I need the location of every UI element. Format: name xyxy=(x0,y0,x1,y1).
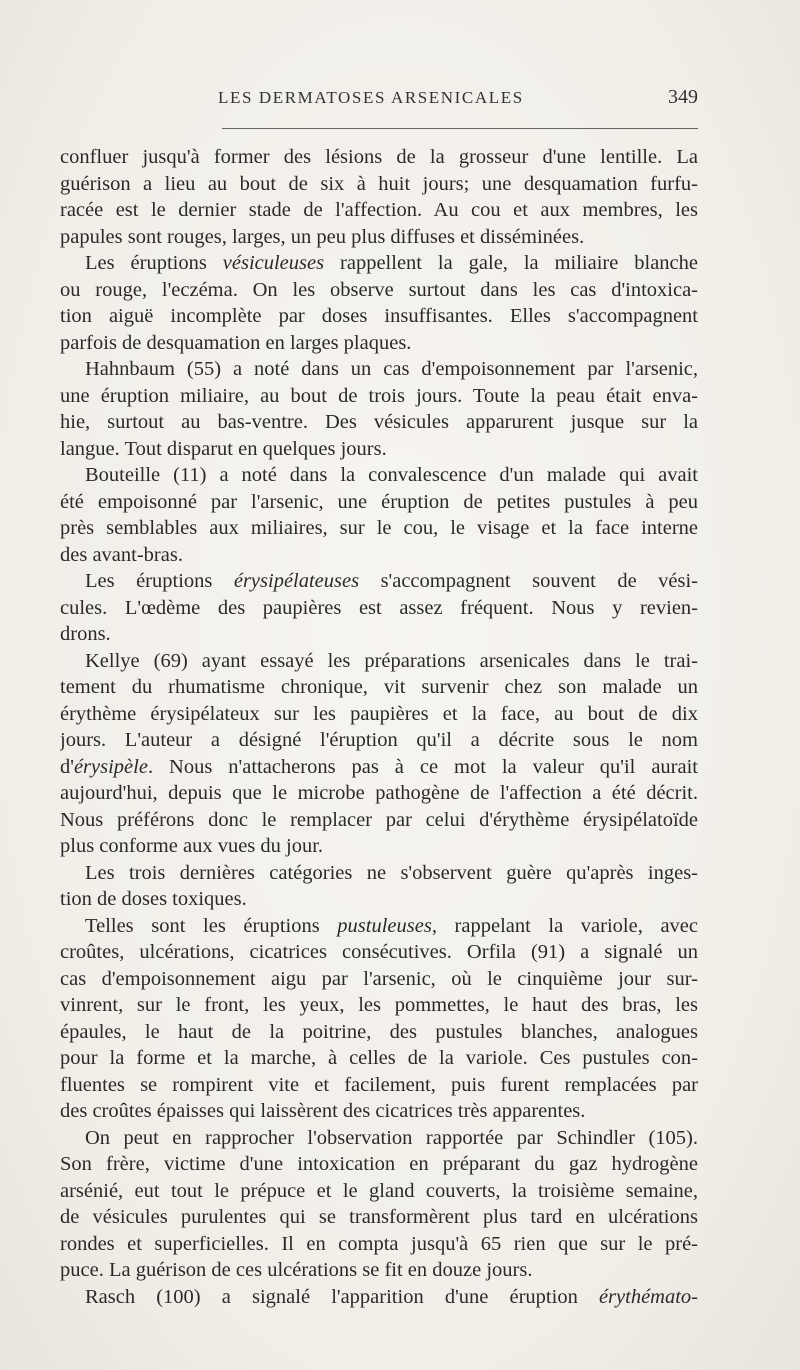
text-line xyxy=(60,807,698,834)
text-line xyxy=(60,1125,698,1152)
text-line xyxy=(60,1231,698,1258)
text-line xyxy=(60,436,698,463)
line-text: tement du rhumatisme chronique, vit survenir chez son malade un xyxy=(60,676,698,698)
text-line xyxy=(60,674,698,701)
text-line xyxy=(60,277,698,304)
line-text: croûtes, ulcérations, cicatrices consécutives. Orfila (91) a signalé un xyxy=(60,941,698,963)
text-line xyxy=(60,409,698,436)
text-line xyxy=(60,701,698,728)
text-line xyxy=(60,1204,698,1231)
italic-term: érythémato- xyxy=(598,1285,698,1308)
line-text: ou rouge, l'eczéma. On les observe surtout dans les cas d'intoxica- xyxy=(60,278,698,301)
text-line xyxy=(60,250,698,277)
text-line xyxy=(60,462,698,489)
text-line xyxy=(60,939,698,966)
line-text: arsénié, eut tout le prépuce et le gland couverts, la troisième semaine, xyxy=(60,1179,698,1202)
text-line xyxy=(60,833,698,860)
text-line xyxy=(60,197,698,224)
text-line xyxy=(60,330,698,357)
text-line xyxy=(60,780,698,807)
line-text: . Nous n'attacherons pas à ce mot la valeur qu'il aurait xyxy=(147,755,698,778)
line-text: rondes et superficielles. Il en compta jusqu'à 65 rien que sur le pré- xyxy=(60,1232,698,1255)
text-line xyxy=(60,1045,698,1072)
line-text: s'accompagnent souvent de vési- xyxy=(359,570,698,592)
line-text: papules sont rouges, larges, un peu plus diffuses et disséminées. xyxy=(60,225,585,248)
line-text: tion de doses toxiques. xyxy=(60,888,247,910)
text-line xyxy=(60,648,698,675)
line-text: Hahnbaum (55) a noté dans un cas d'empoisonnement par l'arsenic, xyxy=(85,358,698,380)
text-line xyxy=(60,224,698,251)
line-text: Les trois dernières catégories ne s'observent guère qu'après inges- xyxy=(85,861,698,884)
text-line xyxy=(60,966,698,993)
text-line xyxy=(60,992,698,1019)
text-line xyxy=(60,1019,698,1046)
page-number: 349 xyxy=(668,86,698,108)
line-text: d' xyxy=(60,755,74,778)
text-line xyxy=(60,568,698,595)
line-text: aujourd'hui, depuis que le microbe pathogène de l'affection a été décrit. xyxy=(60,782,698,804)
line-text: fluentes se rompirent vite et facilement, puis furent remplacées par xyxy=(60,1073,698,1096)
line-text: Son frère, victime d'une intoxication en préparant du gaz hydrogène xyxy=(60,1153,698,1175)
body-text xyxy=(60,144,698,1310)
text-line xyxy=(60,171,698,198)
line-text: vinrent, sur le front, les yeux, les pommettes, le haut des bras, les xyxy=(60,994,698,1016)
text-line xyxy=(60,860,698,887)
text-line xyxy=(60,489,698,516)
line-text: Telles sont les éruptions xyxy=(85,914,338,937)
line-text: été empoisonné par l'arsenic, une éruption de petites pustules à peu xyxy=(60,490,698,513)
line-text: Bouteille (11) a noté dans la convalescence d'un malade qui avait xyxy=(85,464,698,486)
header-rule xyxy=(222,128,698,129)
line-text: On peut en rapprocher l'observation rapportée par Schindler (105). xyxy=(85,1126,698,1149)
line-text: tion aiguë incomplète par doses insuffisantes. Elles s'accompagnent xyxy=(60,305,698,327)
line-text: puce. La guérison de ces ulcérations se fit en douze jours. xyxy=(60,1259,533,1281)
line-text: racée est le dernier stade de l'affection. Au cou et aux membres, les xyxy=(60,199,698,221)
line-text: de vésicules purulentes qui se transformèrent plus tard en ulcérations xyxy=(60,1206,698,1228)
text-line xyxy=(60,1098,698,1125)
line-text: des avant-bras. xyxy=(60,543,183,566)
text-line xyxy=(60,1257,698,1284)
line-text: épaules, le haut de la poitrine, des pustules blanches, analogues xyxy=(60,1020,698,1043)
line-text: hie, surtout au bas-ventre. Des vésicules apparurent jusque sur la xyxy=(60,411,698,433)
text-line xyxy=(60,144,698,171)
text-line xyxy=(60,727,698,754)
text-line xyxy=(60,1072,698,1099)
text-line xyxy=(60,621,698,648)
text-line xyxy=(60,1284,698,1311)
line-text: cules. L'œdème des paupières est assez fréquent. Nous y revien- xyxy=(60,596,698,619)
page-header xyxy=(60,88,698,118)
italic-term: pustuleuses xyxy=(337,914,432,937)
text-line xyxy=(60,1151,698,1178)
running-title: LES DERMATOSES ARSENICALES xyxy=(218,88,524,107)
text-line xyxy=(60,886,698,913)
line-text: langue. Tout disparut en quelques jours. xyxy=(60,437,387,460)
line-text: , rappelant la variole, avec xyxy=(431,914,698,937)
line-text: jours. L'auteur a désigné l'éruption qu'il a décrite sous le nom xyxy=(60,729,698,751)
line-text: parfois de desquamation en larges plaques. xyxy=(60,331,412,354)
line-text: confluer jusqu'à former des lésions de la grosseur d'une lentille. La xyxy=(60,146,698,168)
line-text: Les éruptions xyxy=(85,252,223,274)
line-text: plus conforme aux vues du jour. xyxy=(60,835,324,857)
text-line xyxy=(60,303,698,330)
text-line xyxy=(60,383,698,410)
line-text: cas d'empoisonnement aigu par l'arsenic, où le cinquième jour sur- xyxy=(60,967,698,990)
text-line xyxy=(60,542,698,569)
line-text: une éruption miliaire, au bout de trois jours. Toute la peau était enva- xyxy=(60,384,698,407)
text-line xyxy=(60,1178,698,1205)
line-text: Kellye (69) ayant essayé les préparations arsenicales dans le trai- xyxy=(85,649,698,672)
line-text: près semblables aux miliaires, sur le cou, le visage et la face interne xyxy=(60,517,698,539)
line-text: Rasch (100) a signalé l'apparition d'une éruption xyxy=(85,1285,599,1308)
italic-term: érysipèle xyxy=(73,755,148,778)
line-text: pour la forme et la marche, à celles de la variole. Ces pustules con- xyxy=(60,1047,698,1069)
line-text: Nous préférons donc le remplacer par celui d'érythème érysipélatoïde xyxy=(60,808,698,831)
text-line xyxy=(60,515,698,542)
line-text: érythème érysipélateux sur les paupières et la face, au bout de dix xyxy=(60,702,698,725)
text-line xyxy=(60,754,698,781)
italic-term: érysipélateuses xyxy=(233,570,360,592)
line-text: drons. xyxy=(60,623,111,645)
line-text: Les éruptions xyxy=(85,570,234,592)
line-text: rappellent la gale, la miliaire blanche xyxy=(324,252,698,274)
text-line xyxy=(60,913,698,940)
text-line xyxy=(60,595,698,622)
text-line xyxy=(60,356,698,383)
line-text: des croûtes épaisses qui laissèrent des cicatrices très apparentes. xyxy=(60,1100,586,1122)
italic-term: vésiculeuses xyxy=(222,252,325,274)
line-text: guérison a lieu au bout de six à huit jours; une desquamation furfu- xyxy=(60,172,698,195)
